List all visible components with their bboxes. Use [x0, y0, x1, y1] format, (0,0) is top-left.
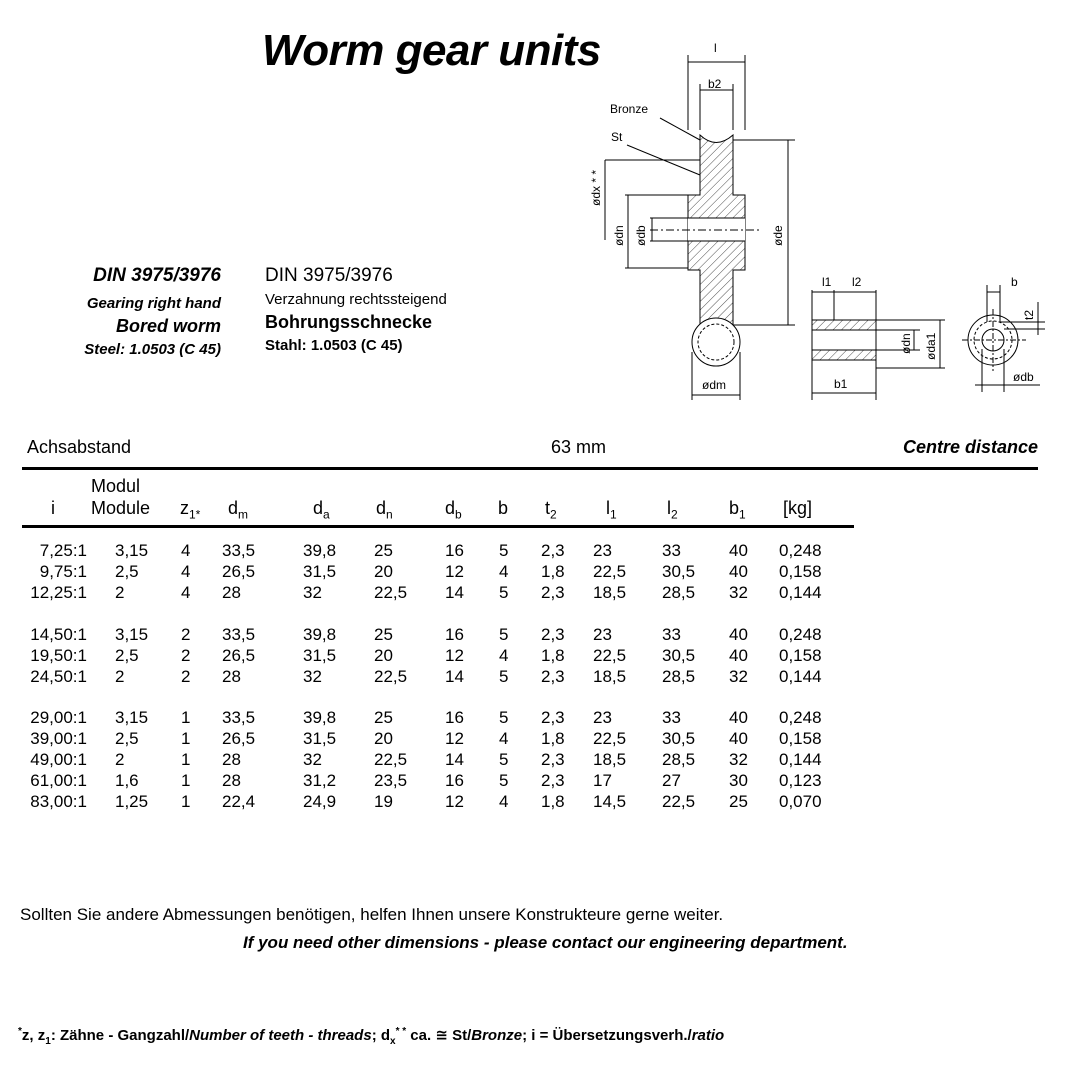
note-en: If you need other dimensions - please contact our engineering department.: [243, 933, 848, 952]
header-modul-de: Modul: [91, 476, 141, 496]
table-cell: 23,5: [374, 771, 408, 790]
table-cell: 2: [181, 625, 191, 644]
bronze-label: Bronze: [610, 102, 649, 116]
table-cell: 28,5: [662, 583, 696, 602]
table-cell: 22,5: [662, 792, 696, 811]
table-cell: 1,8: [541, 646, 565, 665]
table-cell: 30,5: [662, 646, 696, 665]
table-cell: 23: [593, 625, 612, 644]
table-cell: 5: [499, 625, 509, 644]
dim-label-odn: ødn: [612, 225, 626, 246]
table-cell: 22,5: [593, 646, 627, 665]
header-t2: $t_2$: [545, 498, 557, 522]
table-cell: 28: [222, 667, 241, 686]
table-cell: 1,8: [541, 729, 565, 748]
centre-distance-en: Centre distance: [902, 437, 1038, 457]
table-cell: 2,3: [541, 541, 565, 560]
table-cell: 33: [662, 625, 681, 644]
table-cell: 33,5: [222, 541, 256, 560]
table-cell: 61,00:1: [30, 771, 87, 790]
table-cell: 19,50:1: [30, 646, 87, 665]
table-cell: 32: [303, 750, 322, 769]
table-cell: 0,248: [779, 541, 822, 560]
table-cell: 1: [181, 708, 191, 727]
table-cell: 5: [499, 708, 509, 727]
table-cell: 5: [499, 667, 509, 686]
table-cell: 14: [445, 583, 464, 602]
en-type-label: Bored worm: [115, 316, 221, 336]
table-cell: 5: [499, 771, 509, 790]
table-cell: 2: [181, 646, 191, 665]
footnote-de1: : Zähne - Gangzahl/: [50, 1027, 190, 1044]
table-cell: 2,3: [541, 625, 565, 644]
dim-label-ode: øde: [771, 225, 785, 246]
table-cell: 33: [662, 708, 681, 727]
table-cell: 4: [181, 541, 191, 560]
centre-distance-value: 63 mm: [551, 437, 607, 457]
table-cell: 40: [729, 708, 748, 727]
table-cell: 24,50:1: [30, 667, 87, 686]
table-cell: 18,5: [593, 667, 627, 686]
table-cell: 28: [222, 771, 241, 790]
table-cell: 40: [729, 729, 748, 748]
table-cell: 30,5: [662, 729, 696, 748]
table-cell: 2,3: [541, 583, 565, 602]
dim-label-l: l: [714, 41, 717, 55]
footnote-dx-sub: x: [390, 1036, 396, 1047]
header-z1: $z_{1*}$: [180, 498, 201, 522]
table-cell: 4: [181, 562, 191, 581]
footnote-de2: ca. ≅ St/: [406, 1027, 472, 1044]
table-cell: 22,5: [374, 667, 408, 686]
table-cell: 25: [729, 792, 748, 811]
centre-distance-de: Achsabstand: [27, 437, 132, 457]
table-cell: 22,5: [593, 562, 627, 581]
table-cell: 2: [181, 667, 191, 686]
table-cell: 12: [445, 646, 464, 665]
footnote-en1: Number of teeth - threads: [189, 1027, 372, 1044]
footnote-de3: ; i = Übersetzungsverh./: [522, 1027, 692, 1044]
table-cell: 1,8: [541, 792, 565, 811]
table-cell: 39,8: [303, 541, 337, 560]
table-cell: 20: [374, 562, 393, 581]
table-cell: 14: [445, 667, 464, 686]
dim-label-oda1: øda1: [924, 332, 938, 360]
table-cell: 2,5: [115, 729, 139, 748]
table-cell: 1,25: [115, 792, 149, 811]
table-cell: 14,5: [593, 792, 627, 811]
table-cell: 28: [222, 750, 241, 769]
table-cell: 16: [445, 771, 464, 790]
table-cell: 24,9: [303, 792, 337, 811]
header-i: i: [51, 498, 55, 518]
footnote-z: z, z: [21, 1027, 46, 1044]
en-gearing-label: Gearing right hand: [86, 295, 221, 312]
dim-label-l1: l1: [822, 275, 832, 289]
table-cell: 2: [115, 667, 125, 686]
table-cell: 16: [445, 708, 464, 727]
table-cell: 2,3: [541, 750, 565, 769]
footnote-sep1: ; d: [371, 1027, 391, 1044]
header-kg: [kg]: [783, 498, 813, 518]
table-cell: 39,8: [303, 625, 337, 644]
table-cell: 26,5: [222, 562, 256, 581]
table-cell: 12: [445, 562, 464, 581]
table-cell: 4: [499, 792, 509, 811]
table-cell: 33,5: [222, 625, 256, 644]
table-cell: 9,75:1: [39, 562, 87, 581]
table-cell: 2: [115, 750, 125, 769]
table-cell: 2,3: [541, 708, 565, 727]
table-cell: 23: [593, 541, 612, 560]
table-cell: 12: [445, 729, 464, 748]
page-title: Worm gear units: [262, 26, 601, 75]
note-de: Sollten Sie andere Abmessungen benötigen, helfen Ihnen unsere Konstrukteure gerne weiter.: [20, 905, 724, 924]
table-cell: 3,15: [115, 541, 149, 560]
table-cell: 32: [729, 750, 748, 769]
en-din-label: DIN 3975/3976: [93, 265, 221, 286]
table-cell: 1,8: [541, 562, 565, 581]
table-cell: 28: [222, 583, 241, 602]
table-cell: 1: [181, 729, 191, 748]
table-cell: 16: [445, 541, 464, 560]
table-cell: 16: [445, 625, 464, 644]
table-cell: 39,8: [303, 708, 337, 727]
table-cell: 40: [729, 646, 748, 665]
dim-label-odb: ødb: [634, 225, 648, 246]
table-cell: 25: [374, 625, 393, 644]
table-cell: 5: [499, 541, 509, 560]
dim-label-odn2: ødn: [899, 333, 913, 354]
en-steel-label: Steel: 1.0503 (C 45): [84, 341, 221, 358]
table-cell: 32: [303, 583, 322, 602]
table-cell: 83,00:1: [30, 792, 87, 811]
table-cell: 4: [499, 646, 509, 665]
table-cell: 2,3: [541, 667, 565, 686]
table-cell: 23: [593, 708, 612, 727]
table-cell: 3,15: [115, 625, 149, 644]
table-cell: 30,5: [662, 562, 696, 581]
header-b: b: [498, 498, 509, 518]
table-cell: 49,00:1: [30, 750, 87, 769]
table-cell: 17: [593, 771, 612, 790]
table-cell: 0,248: [779, 625, 822, 644]
de-steel-label: Stahl: 1.0503 (C 45): [265, 337, 403, 354]
header-dm: $d_m$: [228, 498, 249, 522]
table-cell: 2,5: [115, 646, 139, 665]
worm-gear-drawing: [580, 40, 1060, 410]
table-cell: 1,6: [115, 771, 139, 790]
table-cell: 31,5: [303, 646, 337, 665]
table-cell: 20: [374, 729, 393, 748]
table-cell: 20: [374, 646, 393, 665]
dim-label-odb2: ødb: [1013, 370, 1034, 384]
table-cell: 0,158: [779, 562, 822, 581]
st-label: St: [611, 130, 623, 144]
table-cell: 0,144: [779, 583, 822, 602]
table-cell: 1: [181, 792, 191, 811]
dim-label-t2: t2: [1022, 309, 1036, 320]
table-cell: 14: [445, 750, 464, 769]
table-cell: 0,070: [779, 792, 822, 811]
table-cell: 3,15: [115, 708, 149, 727]
table-cell: 31,5: [303, 562, 337, 581]
table-cell: 29,00:1: [30, 708, 87, 727]
table-cell: 28,5: [662, 667, 696, 686]
footnote-z-sub: 1: [45, 1036, 51, 1047]
table-cell: 18,5: [593, 583, 627, 602]
table-cell: 31,2: [303, 771, 337, 790]
table-cell: 2,3: [541, 771, 565, 790]
header-module: Module: [91, 498, 151, 518]
table-cell: 22,4: [222, 792, 256, 811]
table-cell: 22,5: [374, 750, 408, 769]
table-cell: 30: [729, 771, 748, 790]
table-cell: 0,248: [779, 708, 822, 727]
table-cell: 40: [729, 625, 748, 644]
header-da: $d_a$: [313, 498, 330, 522]
header-l1: $l_1$: [606, 498, 617, 522]
table-cell: 33,5: [222, 708, 256, 727]
table-cell: 26,5: [222, 646, 256, 665]
dim-label-odx: ødx * *: [589, 169, 603, 206]
table-cell: 32: [303, 667, 322, 686]
header-l2: $l_2$: [667, 498, 678, 522]
table-cell: 40: [729, 562, 748, 581]
table-cell: 2,5: [115, 562, 139, 581]
footnote-star: *: [18, 1026, 22, 1037]
table-cell: 12: [445, 792, 464, 811]
table-cell: 19: [374, 792, 393, 811]
footnote-dx-sup: * *: [395, 1026, 407, 1037]
table-cell: 1: [181, 750, 191, 769]
table-cell: 0,158: [779, 729, 822, 748]
header-rule: [22, 525, 854, 528]
table-cell: 4: [181, 583, 191, 602]
dim-label-b1: b1: [834, 377, 848, 391]
table-cell: 25: [374, 708, 393, 727]
table-cell: 25: [374, 541, 393, 560]
footnote-en3: ratio: [691, 1027, 725, 1044]
table-cell: 26,5: [222, 729, 256, 748]
table-cell: 22,5: [593, 729, 627, 748]
footnote: [18, 1026, 724, 1047]
table-cell: 1: [181, 771, 191, 790]
header-b1: $b_1$: [729, 498, 746, 522]
table-cell: 7,25:1: [39, 541, 87, 560]
table-cell: 31,5: [303, 729, 337, 748]
table-cell: 32: [729, 667, 748, 686]
table-cell: 0,144: [779, 667, 822, 686]
table-cell: 39,00:1: [30, 729, 87, 748]
table-cell: 5: [499, 750, 509, 769]
table-cell: 0,123: [779, 771, 822, 790]
de-din-label: DIN 3975/3976: [265, 265, 393, 286]
dim-label-b2: b2: [708, 77, 722, 91]
table-cell: 32: [729, 583, 748, 602]
de-gearing-label: Verzahnung rechtssteigend: [265, 291, 447, 308]
table-cell: 12,25:1: [30, 583, 87, 602]
de-type-label: Bohrungsschnecke: [265, 312, 433, 332]
centre-rule: [22, 467, 1038, 470]
header-dn: $d_n$: [376, 498, 393, 522]
table-cell: 27: [662, 771, 681, 790]
table-cell: 14,50:1: [30, 625, 87, 644]
footnote-en2: Bronze: [471, 1027, 523, 1044]
table-cell: 33: [662, 541, 681, 560]
table-cell: 18,5: [593, 750, 627, 769]
dim-label-l2: l2: [852, 275, 862, 289]
table-cell: 22,5: [374, 583, 408, 602]
table-cell: 0,158: [779, 646, 822, 665]
table-cell: 40: [729, 541, 748, 560]
table-cell: 4: [499, 729, 509, 748]
dim-label-odm: ødm: [702, 378, 726, 392]
table-cell: 0,144: [779, 750, 822, 769]
table-cell: 4: [499, 562, 509, 581]
table-cell: 28,5: [662, 750, 696, 769]
header-db: $d_b$: [445, 498, 462, 522]
table-cell: 2: [115, 583, 125, 602]
table-cell: 5: [499, 583, 509, 602]
dim-label-b: b: [1011, 275, 1018, 289]
